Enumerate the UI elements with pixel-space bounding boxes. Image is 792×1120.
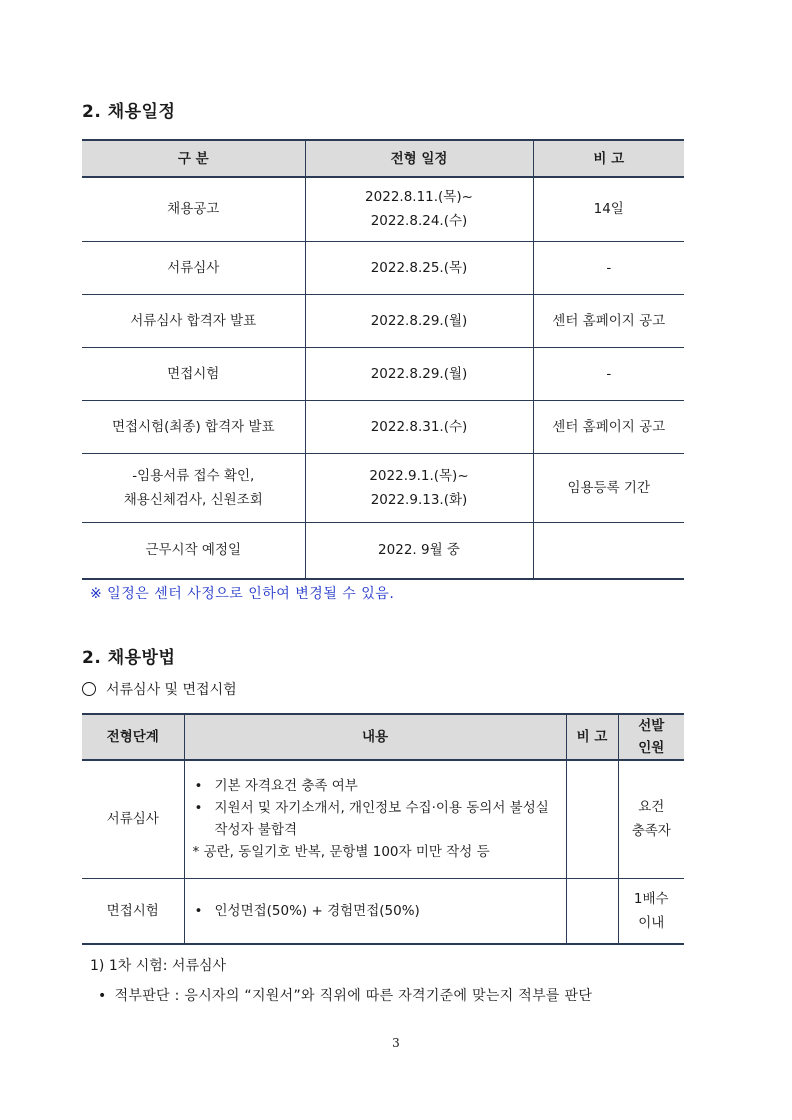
- schedule-line: 2022.8.25.(목): [370, 259, 468, 276]
- method-table-body: [82, 760, 684, 944]
- list-item: • 기본 자격요건 충족 여부: [191, 775, 560, 797]
- category-line: 서류심사 합격자 발표: [130, 312, 257, 329]
- category-cell: [82, 453, 305, 522]
- schedule-line: 2022. 9월 중: [378, 542, 460, 559]
- schedule-table-body: [82, 177, 684, 579]
- category-cell: [82, 400, 305, 453]
- remark-cell: [566, 878, 618, 944]
- category-cell: [82, 347, 305, 400]
- header-remark: 비 고: [533, 140, 684, 177]
- remark-cell: [533, 522, 684, 579]
- category-line: 서류심사: [167, 259, 220, 276]
- schedule-cell: [305, 347, 533, 400]
- schedule-cell: [305, 400, 533, 453]
- count-cell: [618, 878, 684, 944]
- header-category: 구 분: [82, 140, 305, 177]
- remark-cell: 센터 홈페이지 공고: [533, 294, 684, 347]
- remark-cell: -: [533, 241, 684, 294]
- header-remark: 비 고: [566, 714, 618, 760]
- category-line: 면접시험(최종) 합격자 발표: [111, 418, 275, 435]
- count-cell: [618, 760, 684, 878]
- category-line: 면접시험: [167, 365, 220, 382]
- table-row: [82, 400, 684, 453]
- schedule-line: 2022.8.31.(수): [370, 418, 468, 435]
- schedule-cell: [305, 453, 533, 522]
- schedule-line: 2022.8.24.(수): [370, 213, 468, 230]
- content-cell: [184, 878, 566, 944]
- schedule-cell: [305, 177, 533, 241]
- circle-icon: [82, 682, 96, 696]
- table-row: [82, 177, 684, 241]
- category-cell: [82, 294, 305, 347]
- schedule-cell: [305, 294, 533, 347]
- table-row: [82, 294, 684, 347]
- content-cell: [184, 760, 566, 878]
- remark-cell: [566, 760, 618, 878]
- header-count-line: 인원: [638, 740, 665, 756]
- category-line: 채용공고: [167, 201, 220, 218]
- category-cell: [82, 522, 305, 579]
- schedule-cell: [305, 522, 533, 579]
- schedule-line: 2022.8.11.(목)~: [365, 189, 473, 206]
- schedule-cell: [305, 241, 533, 294]
- remark-cell: -: [533, 347, 684, 400]
- exam-step-1-text: 적부판단 : 응시자의 “지원서”와 직위에 따른 자격기준에 맞는지 적부를 판단: [114, 988, 593, 1004]
- remark-cell: 임용등록 기간: [533, 453, 684, 522]
- header-schedule: 전형 일정: [305, 140, 533, 177]
- method-table: [82, 713, 684, 945]
- list-item: • 지원서 및 자기소개서, 개인정보 수집·이용 동의서 불성실 작성자 불합격: [191, 797, 560, 841]
- list-item: • 인성면접(50%) + 경험면접(50%): [191, 900, 560, 922]
- subsection-label: 서류심사 및 면접시험: [106, 682, 237, 698]
- schedule-line: 2022.9.13.(화): [370, 491, 468, 508]
- count-line: 1배수: [633, 890, 669, 907]
- remark-cell: 센터 홈페이지 공고: [533, 400, 684, 453]
- table-row: [82, 878, 684, 944]
- count-line: 충족자: [631, 823, 671, 840]
- schedule-note: ※ 일정은 센터 사정으로 인하여 변경될 수 있음.: [90, 586, 395, 602]
- header-count: [618, 714, 684, 760]
- subsection-heading: [82, 679, 237, 699]
- remark-cell: 14일: [533, 177, 684, 241]
- header-stage: 전형단계: [82, 714, 184, 760]
- schedule-table: [82, 139, 684, 580]
- schedule-line: 2022.8.29.(월): [370, 312, 468, 329]
- header-content: 내용: [184, 714, 566, 760]
- table-row: [82, 241, 684, 294]
- count-line: 요건: [638, 799, 665, 816]
- content-footnote: * 공란, 동일기호 반복, 문항별 100자 미만 작성 등: [192, 844, 490, 861]
- table-row: [82, 522, 684, 579]
- table-row: [82, 347, 684, 400]
- exam-step-1: 1) 1차 시험: 서류심사: [90, 958, 227, 974]
- content-list: [191, 900, 560, 922]
- schedule-line: 2022.9.1.(목)~: [369, 467, 469, 484]
- stage-cell: 면접시험: [82, 878, 184, 944]
- stage-cell: 서류심사: [82, 760, 184, 878]
- page-number: 3: [392, 1036, 400, 1050]
- section-title-method: 2. 채용방법: [82, 648, 176, 668]
- section-title-schedule: 2. 채용일정: [82, 102, 176, 122]
- schedule-line: 2022.8.29.(월): [370, 365, 468, 382]
- count-line: 이내: [638, 914, 665, 931]
- header-count-line: 선발: [638, 718, 665, 734]
- category-line: 근무시작 예정일: [145, 542, 242, 559]
- exam-step-1-detail: [98, 985, 592, 1005]
- category-cell: [82, 177, 305, 241]
- category-line: 채용신체검사, 신원조회: [123, 491, 263, 508]
- table-row: [82, 453, 684, 522]
- bullet-icon: •: [98, 988, 107, 1004]
- category-line: -임용서류 접수 확인,: [132, 467, 255, 484]
- table-row: [82, 760, 684, 878]
- category-cell: [82, 241, 305, 294]
- content-list: [191, 775, 560, 841]
